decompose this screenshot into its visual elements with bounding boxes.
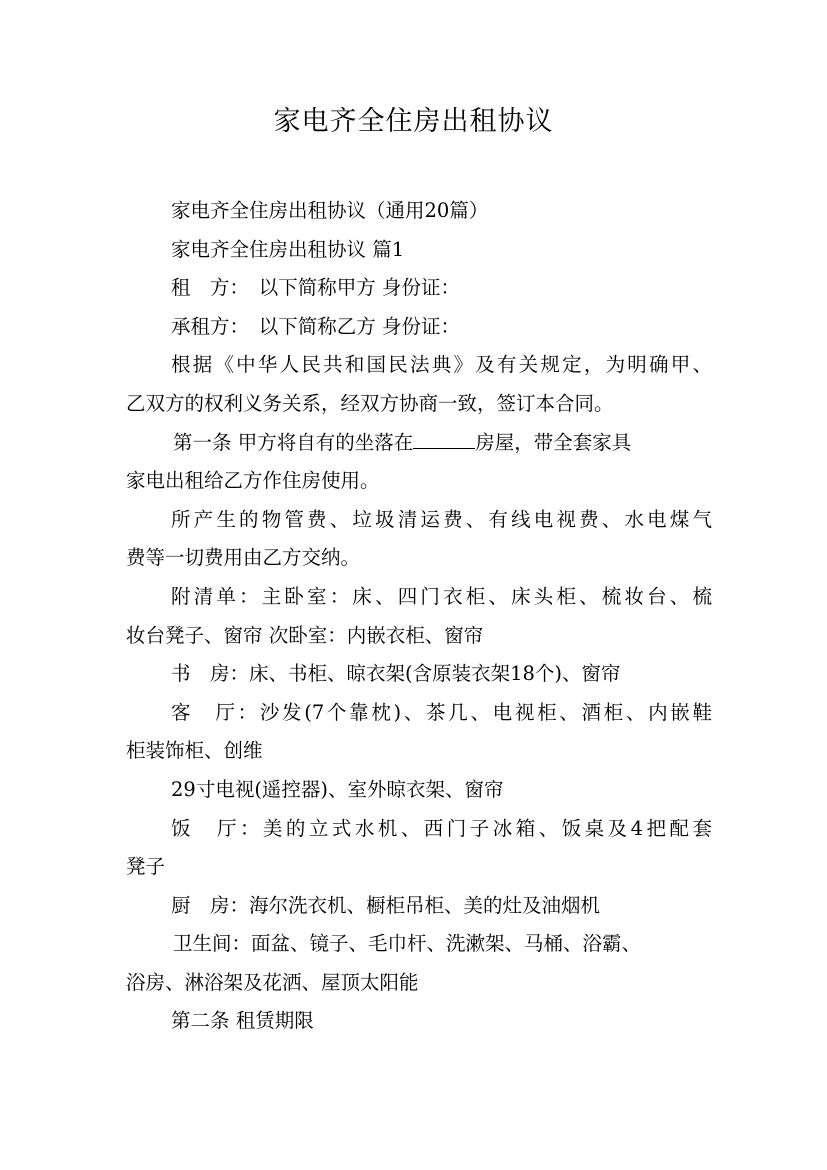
paragraph-line: 厨 房：海尔洗衣机、橱柜吊柜、美的灶及油烟机	[171, 893, 601, 917]
paragraph-line: 凳子	[126, 855, 166, 879]
paragraph-line: 书 房：床、书柜、晾衣架(含原装衣架18个)、窗帘	[171, 662, 621, 686]
fill-in-blank	[413, 430, 475, 449]
paragraph-line: 妆台凳子、窗帘 次卧室：内嵌衣柜、窗帘	[126, 623, 484, 647]
paragraph-line: 承租方： 以下简称乙方 身份证：	[171, 314, 460, 338]
paragraph-line: 所产生的物管费、垃圾清运费、有线电视费、水电煤气	[171, 507, 712, 531]
paragraph-line: 根据《中华人民共和国民法典》及有关规定，为明确甲、	[171, 353, 712, 377]
paragraph-line: 第二条 租赁期限	[171, 1009, 314, 1033]
paragraph-line: 家电齐全住房出租协议（通用20篇）	[171, 199, 489, 222]
paragraph-line: 浴房、淋浴架及花洒、屋顶太阳能	[126, 970, 419, 994]
paragraph-line: 卫生间：面盆、镜子、毛巾杆、洗漱架、马桶、浴霸、	[173, 932, 642, 956]
clause-text: 第一条 甲方将自有的坐落在	[173, 430, 414, 454]
paragraph-line: 附清单：主卧室：床、四门衣柜、床头柜、梳妆台、梳	[171, 584, 712, 608]
paragraph-line: 乙双方的权利义务关系，经双方协商一致，签订本合同。	[126, 391, 614, 415]
paragraph-line: 柜装饰柜、创维	[126, 739, 263, 763]
paragraph-line: 费等一切费用由乙方交纳。	[126, 546, 361, 570]
paragraph-line: 客 厅：沙发(7个靠枕)、茶几、电视柜、酒柜、内嵌鞋	[171, 700, 712, 724]
clause-text: 房屋，带全套家具	[475, 430, 632, 454]
document-body	[126, 192, 716, 1041]
paragraph-line: 家电出租给乙方作住房使用。	[126, 469, 380, 493]
paragraph-line: 租 方： 以下简称甲方 身份证：	[171, 276, 460, 300]
paragraph-line: 29寸电视(遥控器)、室外晾衣架、窗帘	[171, 777, 504, 801]
paragraph-line: 饭 厅：美的立式水机、西门子冰箱、饭桌及4把配套	[171, 816, 712, 840]
paragraph-line: 家电齐全住房出租协议 篇1	[171, 237, 405, 261]
paragraph-line	[126, 424, 716, 463]
document-title: 家电齐全住房出租协议	[273, 106, 554, 137]
